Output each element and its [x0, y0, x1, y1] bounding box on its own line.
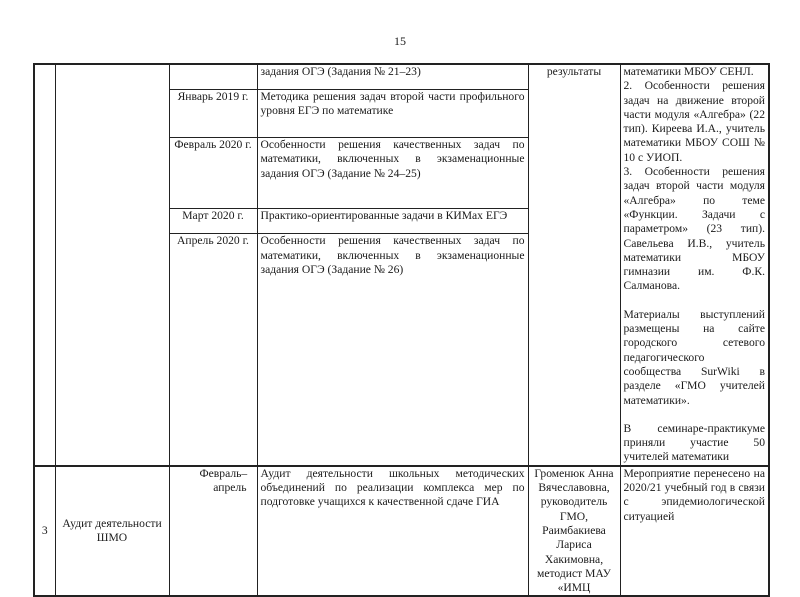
event-result: Мероприятие перенесено на 2020/21 учебный год в связи с эпидемиологической ситуацией	[620, 466, 769, 597]
topic-cell: Практико-ориентированные задачи в КИМах ЕГЭ	[257, 209, 528, 234]
table-row	[34, 466, 769, 597]
plan-table	[33, 63, 770, 597]
date-cell: Февраль 2020 г.	[169, 138, 257, 209]
number-cell	[34, 64, 55, 466]
page-number: 15	[394, 34, 406, 48]
result-cell	[620, 64, 769, 466]
event-period: Февраль–апрель	[169, 466, 257, 597]
result-paragraph: 3. Особенности решения задач второй части модуля «Алгебра» по теме «Функции. Задачи с параметром» (23 тип). Савельева И.В., учитель математики МБОУ гимназии им. Ф.К. Салманова.	[623, 165, 765, 293]
participants-note: В семинаре-практикуме приняли участие 50 учителей математики	[623, 421, 765, 464]
date-cell	[169, 64, 257, 90]
event-content: Аудит деятельности школьных методических объединений по реализации комплекса мер по подготовке учащихся к качественной сдаче ГИА	[257, 466, 528, 597]
event-responsible: Громенюк Анна Вячеславовна, руководитель ГМО, Раимбакиева Лариса Хакимовна, методист МАУ «ИМЦ	[528, 466, 620, 597]
name-cell	[55, 64, 169, 466]
date-cell: Апрель 2020 г.	[169, 234, 257, 466]
topic-cell: задания ОГЭ (Задания № 21–23)	[257, 64, 528, 90]
result-paragraph: математики МБОУ СЕНЛ.	[623, 65, 754, 78]
event-name: Аудит деятельности ШМО	[55, 466, 169, 597]
materials-note: Материалы выступлений размещены на сайте городского сетевого педагогического сообщества SurWiki в разделе «ГМО учителей математики».	[623, 307, 765, 407]
row-number: 3	[34, 466, 55, 597]
date-cell: Март 2020 г.	[169, 209, 257, 234]
topic-cell: Особенности решения качественных задач по математики, включенных в экзаменационные задания ОГЭ (Задание № 24–25)	[257, 138, 528, 209]
topic-cell: Методика решения задач второй части профильного уровня ЕГЭ по математике	[257, 90, 528, 138]
subrow	[34, 64, 769, 90]
topic-cell: Особенности решения качественных задач по математики, включенных в экзаменационные задания ОГЭ (Задание № 26)	[257, 234, 528, 466]
responsible-cell: результаты	[528, 64, 620, 466]
result-paragraph: 2. Особенности решения задач на движение второй части модуля «Алгебра» (22 тип). Киреева И.А., учитель математики МБОУ СОШ № 10 с УИОП.	[623, 79, 765, 164]
date-cell: Январь 2019 г.	[169, 90, 257, 138]
